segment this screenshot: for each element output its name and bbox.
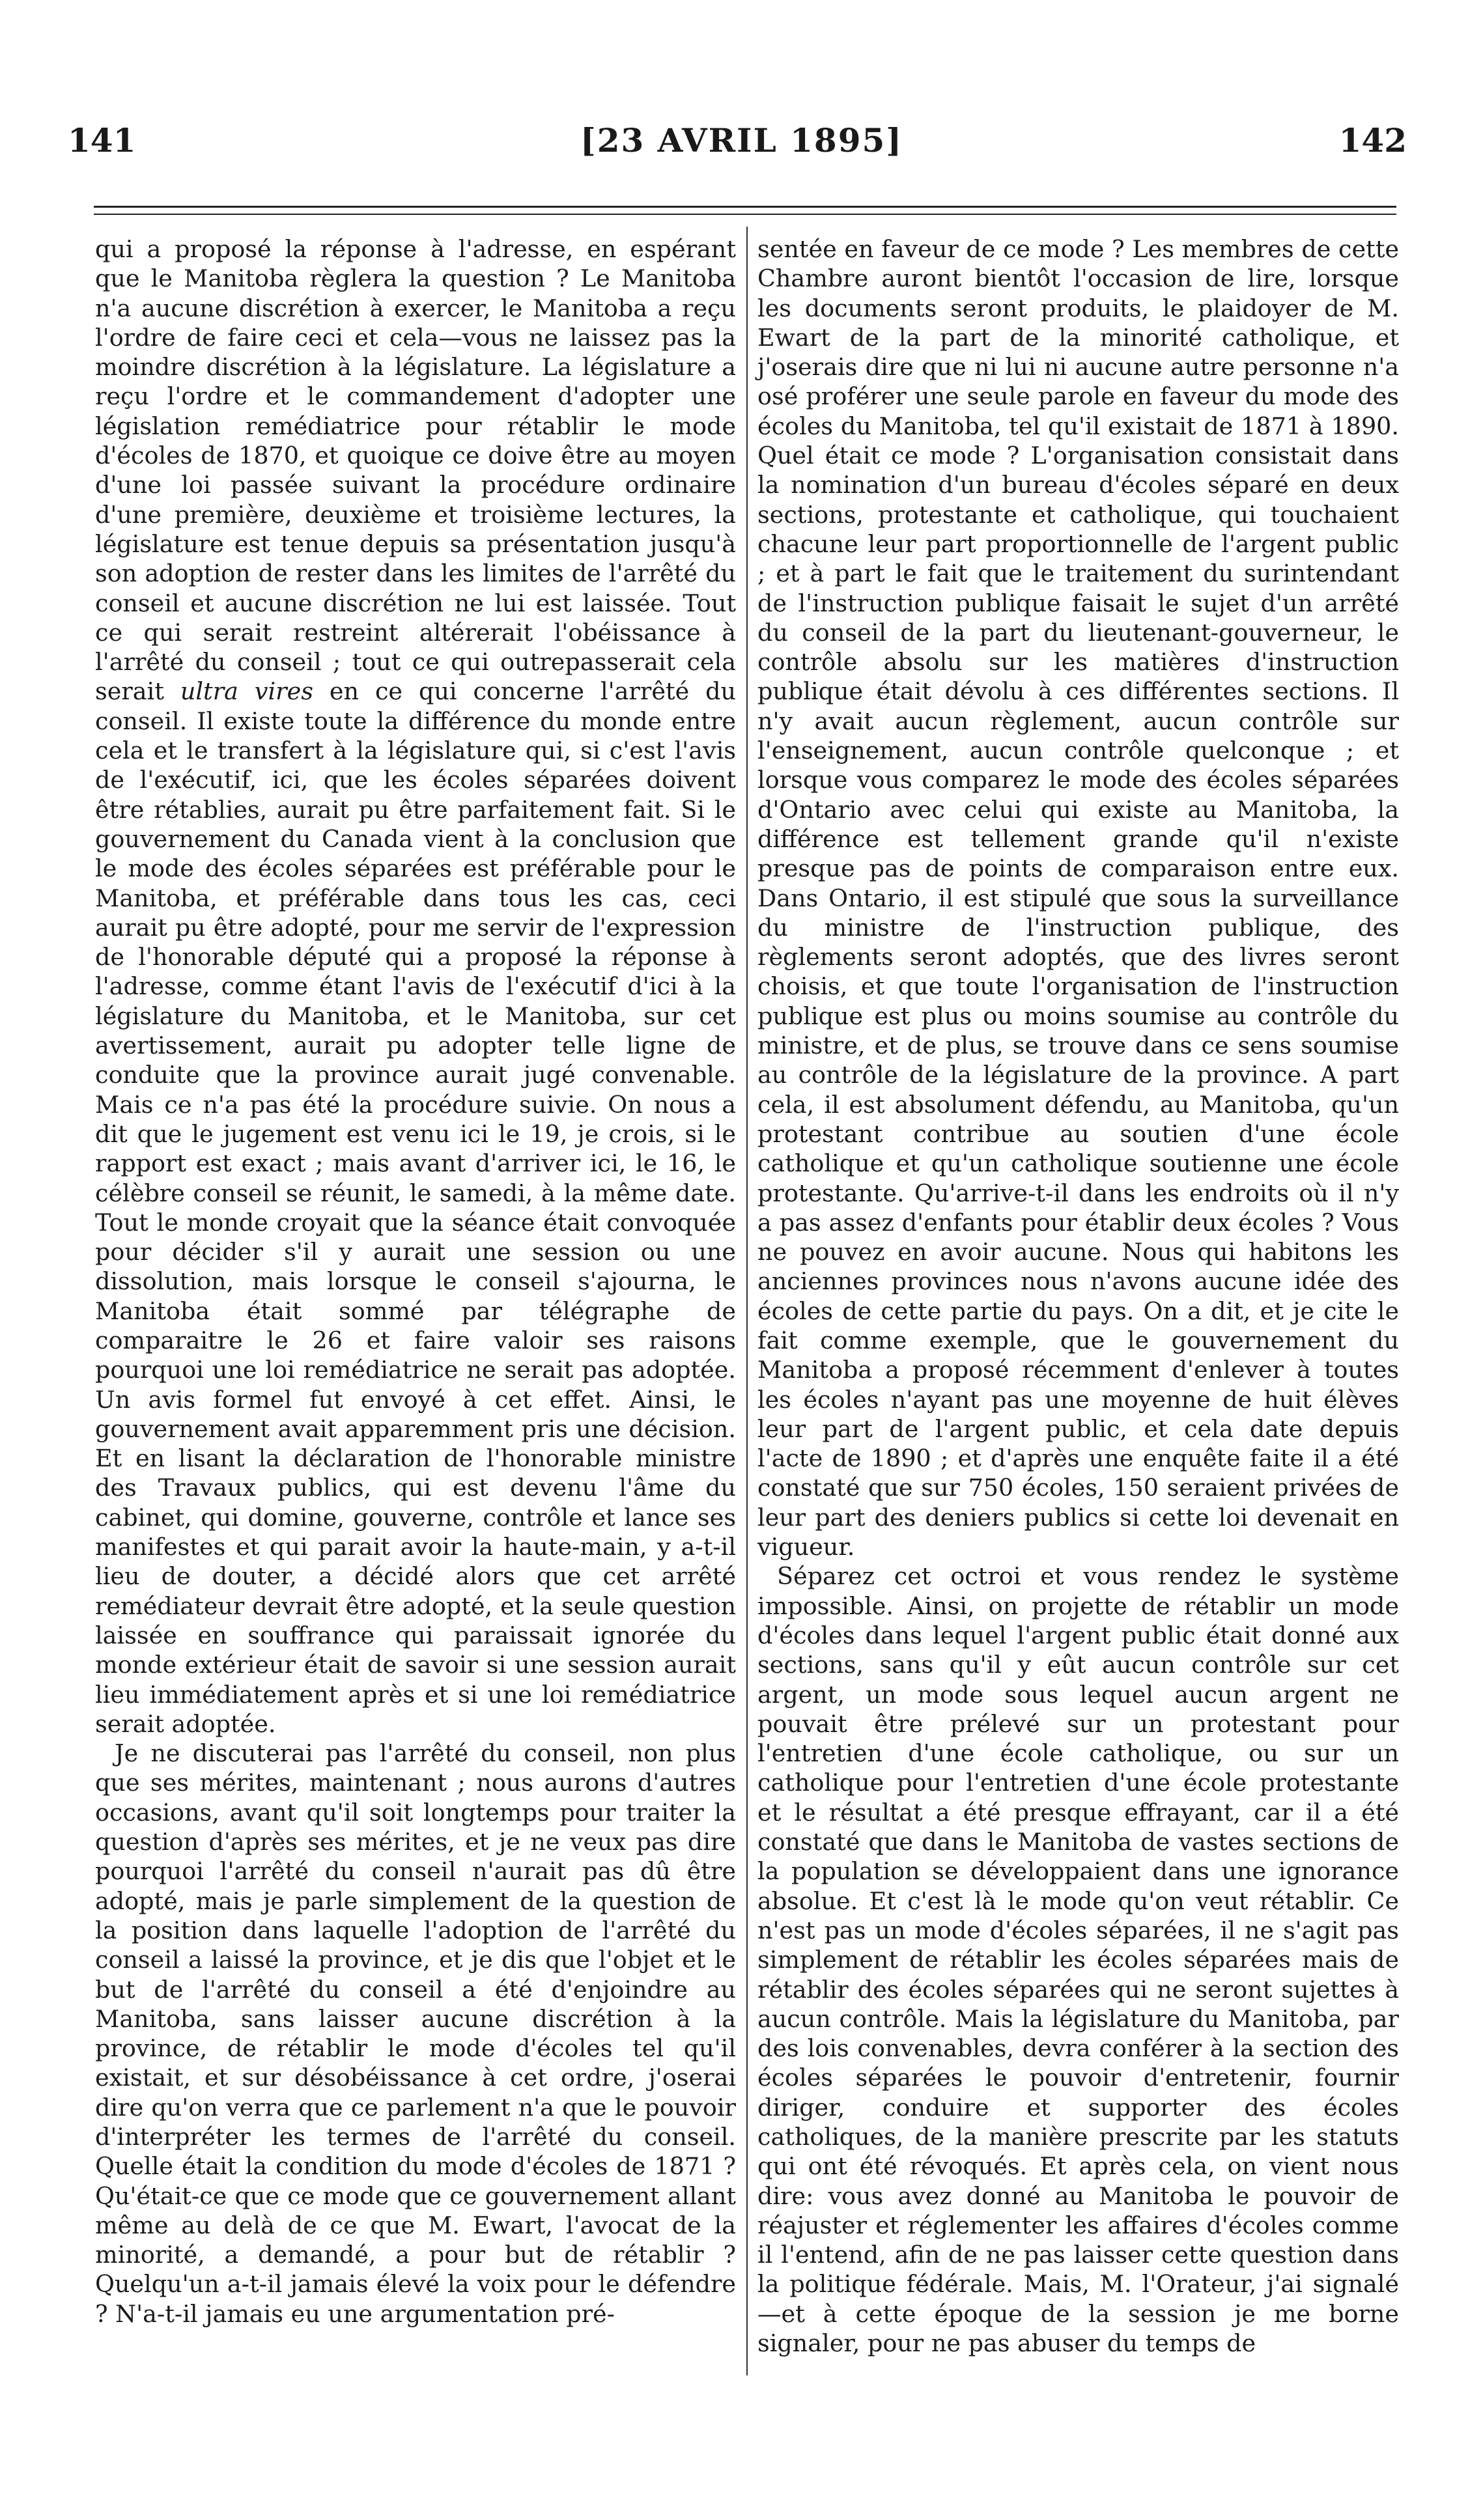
header-rule-bottom	[94, 214, 1396, 215]
left-paragraph-1-part-a: qui a proposé la réponse à l'adresse, en espérant que le Manitoba règlera la question ? Le Manitoba n'a aucune discrétion à exercer, le Manitoba a reçu l'ordre de faire ceci et cela—vous ne laissez pas la moindre discrétion à la législature. La législature a reçu l'ordre et le commandement d'adopter une législation remédiatrice pour rétablir le mode d'écoles de 1870, et quoique ce doive être au moyen d'une loi passée suivant la procédure ordinaire d'une première, deuxième et troisième lectures, la législature est tenue depuis sa présentation jusqu'à son adoption de rester dans les limites de l'arrêté du conseil et aucune discrétion ne lui est laissée. Tout ce qui serait restreint altérerait l'obéissance à l'arrêté du conseil ; tout ce qui outrepasserait cela serait	[95, 235, 736, 706]
page-date-title: [23 AVRIL 1895]	[580, 121, 903, 160]
page-number-right: 142	[1338, 121, 1407, 160]
left-paragraph-1	[95, 234, 736, 1739]
page-header	[0, 121, 1483, 180]
page-number-left: 141	[68, 121, 136, 160]
left-paragraph-1-italic: ultra vires	[180, 677, 313, 706]
right-paragraph-1: sentée en faveur de ce mode ? Les membres de cette Chambre auront bientôt l'occasion de lire, lorsque les documents seront produits, le plaidoyer de M. Ewart de la part de la minorité catholique, et j'oserais dire que ni lui ni aucune autre personne n'a osé proférer une seule parole en faveur du mode des écoles du Manitoba, tel qu'il existait de 1871 à 1890. Quel était ce mode ? L'organisation consistait dans la nomination d'un bureau d'écoles séparé en deux sections, protestante et catholique, qui touchaient chacune leur part proportionnelle de l'argent public ; et à part le fait que le traitement du surintendant de l'instruction publique faisait le sujet d'un arrêté du conseil de la part du lieutenant-gouverneur, le contrôle absolu sur les matières d'instruction publique était dévolu à ces différentes sections. Il n'y avait aucun règlement, aucun contrôle sur l'enseignement, aucun contrôle quelconque ; et lorsque vous comparez le mode des écoles séparées d'Ontario avec celui qui existe au Manitoba, la différence est tellement grande qu'il n'existe presque pas de points de comparaison entre eux. Dans Ontario, il est stipulé que sous la surveillance du ministre de l'instruction publique, des règlements seront adoptés, que des livres seront choisis, et que toute l'organisation de l'instruction publique est plus ou moins soumise au contrôle du ministre, et de plus, se trouve dans ce sens soumise au contrôle de la législature de la province. A part cela, il est absolument défendu, au Manitoba, qu'un protestant contribue au soutien d'une école catholique et qu'un catholique soutienne une école protestante. Qu'arrive-t-il dans les endroits où il n'y a pas assez d'enfants pour établir deux écoles ? Vous ne pouvez en avoir aucune. Nous qui habitons les anciennes provinces nous n'avons aucune idée des écoles de cette partie du pays. On a dit, et je cite le fait comme exemple, que le gouvernement du Manitoba a proposé récemment d'enlever à toutes les écoles n'ayant pas une moyenne de huit élèves leur part de l'argent public, et cela date depuis l'acte de 1890 ; et d'après une enquête faite il a été constaté que sur 750 écoles, 150 seraient privées de leur part des deniers publics si cette loi devenait en vigueur.	[757, 235, 1399, 1561]
left-paragraph-2: Je ne discuterai pas l'arrêté du conseil, non plus que ses mérites, maintenant ; nous aurons d'autres occasions, avant qu'il soit longtemps pour traiter la question d'après ses mérites, et je ne veux pas dire pourquoi l'arrêté du conseil n'aurait pas dû être adopté, mais je parle simplement de la question de la position dans laquelle l'adoption de l'arrêté du conseil a laissé la province, et je dis que l'objet et le but de l'arrêté du conseil a été d'enjoindre au Manitoba, sans laisser aucune discrétion à la province, de rétablir le mode d'écoles tel qu'il existait, et sur désobéissance à cet ordre, j'oserai dire qu'on verra que ce parlement n'a que le pouvoir d'interpréter les termes de l'arrêté du conseil. Quelle était la condition du mode d'écoles de 1871 ? Qu'était-ce que ce mode que ce gouvernement allant même au delà de ce que M. Ewart, l'avocat de la minorité, a demandé, a pour but de rétablir ? Quelqu'un a-t-il jamais élevé la voix pour le défendre ? N'a-t-il jamais eu une argumentation pré-	[95, 1739, 736, 2328]
right-column	[757, 234, 1399, 2358]
right-paragraph-2: Séparez cet octroi et vous rendez le système impossible. Ainsi, on projette de rétablir un mode d'écoles dans lequel l'argent public était donné aux sections, sans qu'il y eût aucun contrôle sur cet argent, un mode sous lequel aucun argent ne pouvait être prélevé sur un protestant pour l'entretien d'une école catholique, ou sur un catholique pour l'entretien d'une école protestante et le résultat a été presque effrayant, car il a été constaté que dans le Manitoba de vastes sections de la population se développaient dans une ignorance absolue. Et c'est là le mode qu'on veut rétablir. Ce n'est pas un mode d'écoles séparées, il ne s'agit pas simplement de rétablir les écoles séparées mais de rétablir des écoles séparées qui ne seront sujettes à aucun contrôle. Mais la législature du Manitoba, par des lois convenables, devra conférer à la section des écoles séparées le pouvoir d'entretenir, fournir diriger, conduire et supporter des écoles catholiques, de la manière prescrite par les statuts qui ont été révoqués. Et après cela, on vient nous dire: vous avez donné au Manitoba le pouvoir de réajuster et réglementer les affaires d'écoles comme il l'entend, afin de ne pas laisser cette question dans la politique fédérale. Mais, M. l'Orateur, j'ai signalé —et à cette époque de la session je me borne signaler, pour ne pas abuser du temps de	[757, 1562, 1399, 2358]
left-column	[95, 234, 736, 2329]
header-rule-top	[94, 206, 1396, 208]
column-divider	[746, 227, 748, 2375]
left-paragraph-1-part-b: en ce qui concerne l'arrêté du conseil. Il existe toute la différence du monde entre cela et le transfert à la législature qui, si c'est l'avis de l'exécutif, ici, que les écoles séparées doivent être rétablies, aurait pu être parfaitement fait. Si le gouvernement du Canada vient à la conclusion que le mode des écoles séparées est préférable pour le Manitoba, et préférable dans tous les cas, ceci aurait pu être adopté, pour me servir de l'expression de l'honorable député qui a proposé la réponse à l'adresse, comme étant l'avis de l'exécutif d'ici à la législature du Manitoba, et le Manitoba, sur cet avertissement, aurait pu adopter telle ligne de conduite que la province aurait jugé convenable. Mais ce n'a pas été la procédure suivie. On nous a dit que le jugement est venu ici le 19, je crois, si le rapport est exact ; mais avant d'arriver ici, le 16, le célèbre conseil se réunit, le samedi, à la même date. Tout le monde croyait que la séance était convoquée pour décider s'il y aurait une session ou une dissolution, mais lorsque le conseil s'ajourna, le Manitoba était sommé par télégraphe de comparaitre le 26 et faire valoir ses raisons pourquoi une loi remédiatrice ne serait pas adoptée. Un avis formel fut envoyé à cet effet. Ainsi, le gouvernement avait apparemment pris une décision. Et en lisant la déclaration de l'honorable ministre des Travaux publics, qui est devenu l'âme du cabinet, qui domine, gouverne, contrôle et lance ses manifestes et qui parait avoir la haute-main, y a-t-il lieu de douter, a décidé alors que cet arrêté remédiateur devrait être adopté, et la seule question laissée en souffrance qui paraissait ignorée du monde extérieur était de savoir si une session aurait lieu immédiatement après et si une loi remédiatrice serait adoptée.	[95, 677, 737, 1738]
